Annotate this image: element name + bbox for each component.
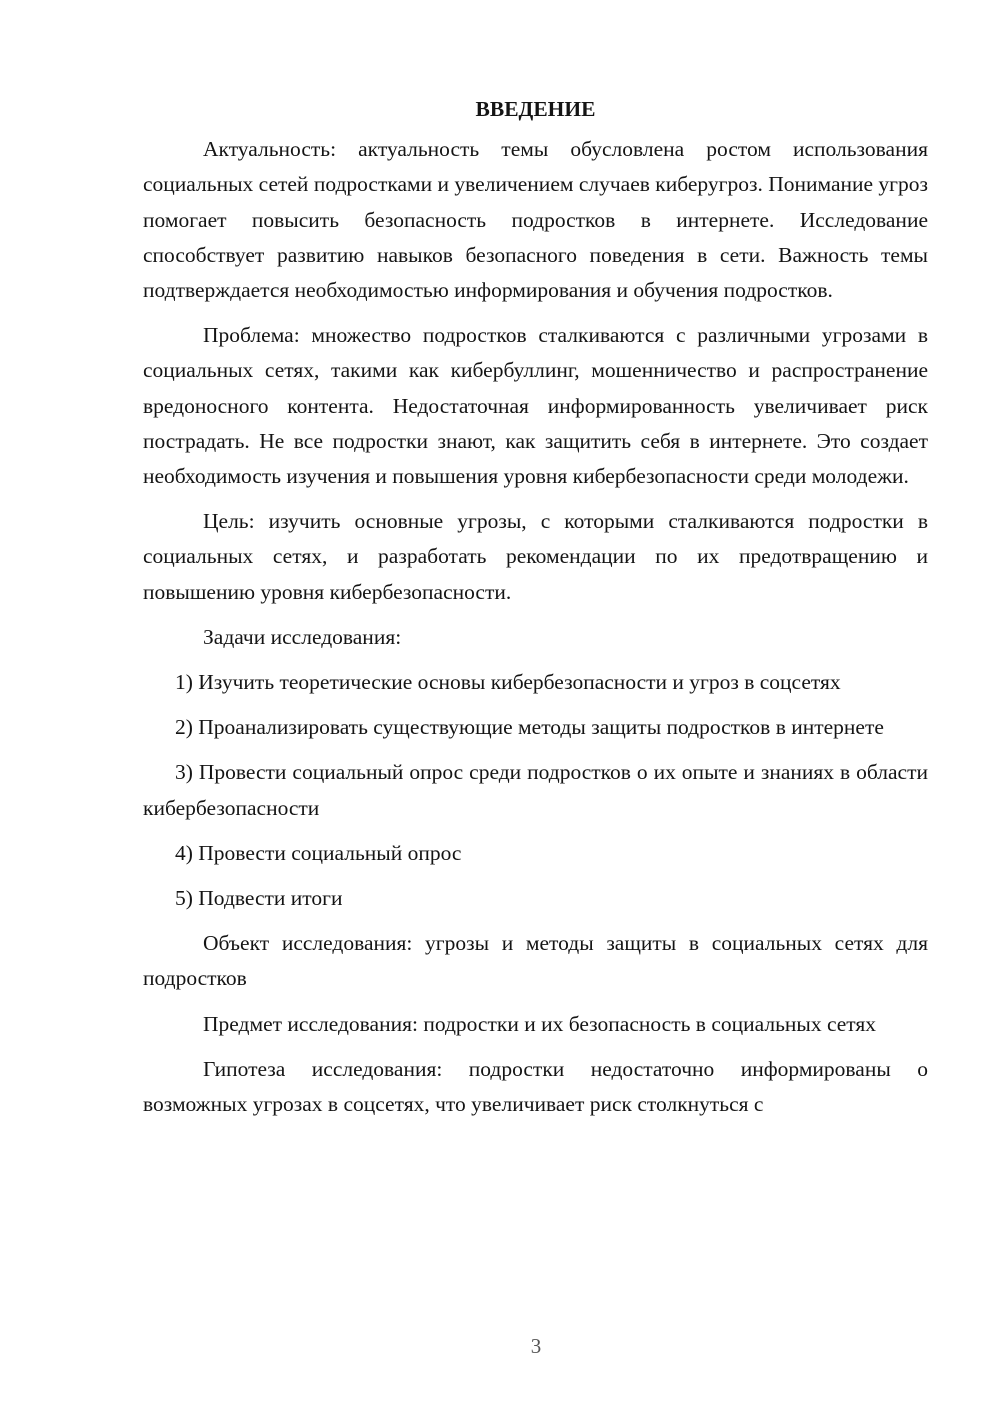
page-number: 3 xyxy=(530,1334,542,1358)
relevance-paragraph: Актуальность: актуальность темы обусловлена ростом использования социальных сетей подростками и увеличением случаев киберугроз. Понимание угроз помогает повысить безопасность подростков в интернете. Исследование способствует развитию навыков безопасного поведения в сети. Важность темы подтверждается необходимостью информирования и обучения подростков. xyxy=(143,137,928,303)
goal-paragraph: Цель: изучить основные угрозы, с которыми сталкиваются подростки в социальных сетях, и разработать рекомендации по их предотвращению и повышению уровня кибербезопасности. xyxy=(143,509,928,604)
subject-paragraph: Предмет исследования: подростки и их безопасность в социальных сетях xyxy=(203,1011,877,1036)
page-content xyxy=(143,92,928,1132)
section-title: ВВЕДЕНИЕ xyxy=(475,97,596,121)
tasks-heading: Задачи исследования: xyxy=(203,624,402,649)
task-item: 1) Изучить теоретические основы кибербезопасности и угроз в соцсетях xyxy=(175,670,841,695)
task-item: 4) Провести социальный опрос xyxy=(175,840,462,865)
hypothesis-paragraph: Гипотеза исследования: подростки недостаточно информированы о возможных угрозах в соцсетях, что увеличивает риск столкнуться с xyxy=(143,1056,928,1117)
task-item: 3) Провести социальный опрос среди подростков о их опыте и знаниях в области кибербезопасности xyxy=(143,760,928,820)
task-item: 5) Подвести итоги xyxy=(175,886,343,911)
object-paragraph: Объект исследования: угрозы и методы защиты в социальных сетях для подростков xyxy=(143,931,928,991)
task-item: 2) Проанализировать существующие методы защиты подростков в интернете xyxy=(175,715,884,740)
problem-paragraph: Проблема: множество подростков сталкиваются с различными угрозами в социальных сетях, такими как кибербуллинг, мошенничество и распространение вредоносного контента. Недостаточная информированность увеличивает риск пострадать. Не все подростки знают, как защитить себя в интернете. Это создает необходимость изучения и повышения уровня кибербезопасности среди молодежи. xyxy=(143,323,928,489)
